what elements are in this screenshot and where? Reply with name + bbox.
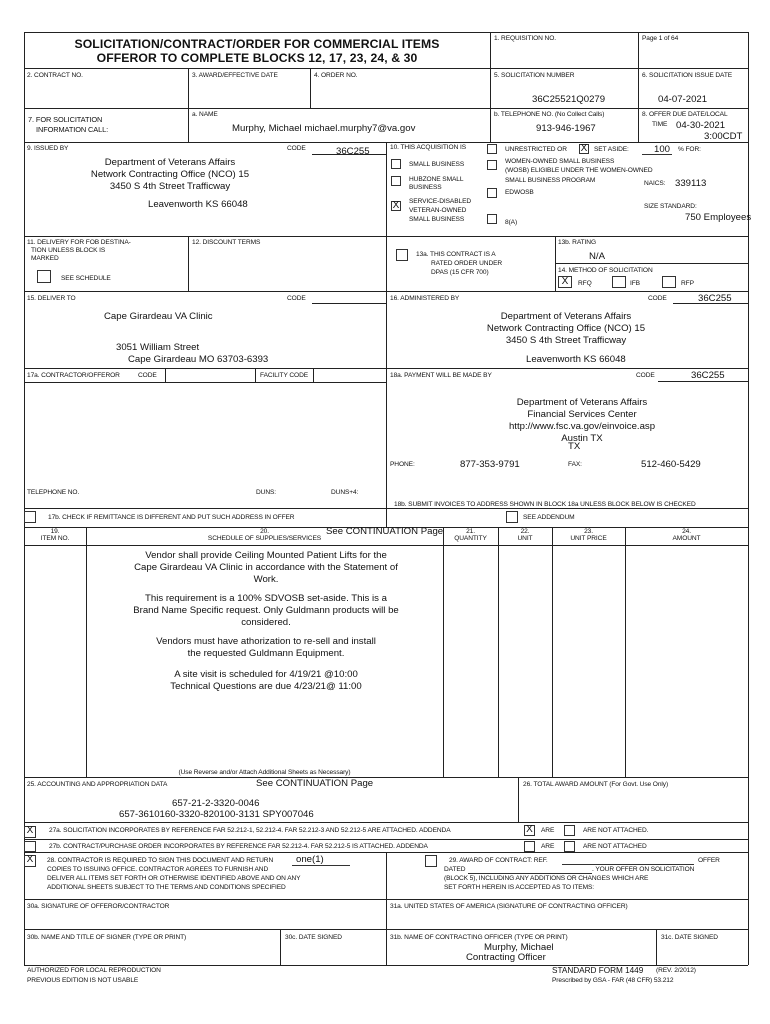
sdvosb-label-3: SMALL BUSINESS: [409, 216, 465, 223]
solicitation-number: 36C25521Q0279: [532, 94, 606, 105]
acquisition-label: 10. THIS ACQUISITION IS: [390, 144, 466, 151]
issued-by-code-label: CODE: [287, 145, 306, 152]
facility-code-label: FACILITY CODE: [260, 372, 309, 379]
27b-label: 27b. CONTRACT/PURCHASE ORDER INCORPORATES BY REFERENCE FAR 52.212-4. FAR 52.212-5 IS ATTACHED. ADDENDA: [49, 843, 428, 850]
size-standard-label: SIZE STANDARD:: [644, 203, 697, 210]
rfq-label: RFQ: [578, 280, 592, 287]
col-unit-price-num: 23.: [584, 528, 593, 535]
copies-value: one(1): [296, 854, 324, 865]
col-quantity: QUANTITY: [454, 535, 487, 542]
solicitation-number-label: 5. SOLICITATION NUMBER: [494, 72, 575, 79]
col-amount-num: 24.: [682, 528, 691, 535]
see-addendum-checkbox[interactable]: [506, 511, 518, 523]
description-paragraph-1: Vendor shall provide Ceiling Mounted Patient Lifts for the Cape Girardeau VA Clinic in accordance with the Statement of Work.: [134, 550, 398, 585]
27a-checkbox[interactable]: X: [24, 826, 36, 838]
fob-label-2: TION UNLESS BLOCK IS: [31, 247, 106, 254]
29-label-3: (BLOCK 5), INCLUDING ANY ADDITIONS OR CHANGES WHICH ARE: [444, 875, 649, 882]
28-label: 28. CONTRACTOR IS REQUIRED TO SIGN THIS DOCUMENT AND RETURN: [47, 857, 274, 864]
27a-not-label: ARE NOT ATTACHED.: [583, 827, 649, 834]
deliver-to-city: Cape Girardeau MO 63703-6393: [128, 354, 269, 365]
payment-fax-label: FAX:: [568, 461, 582, 468]
remittance-label: 17b. CHECK IF REMITTANCE IS DIFFERENT AND PUT SUCH ADDRESS IN OFFER: [48, 514, 295, 521]
deliver-to-label: 15. DELIVER TO: [27, 295, 76, 302]
29-label-2: . YOUR OFFER ON SOLICITATION: [592, 866, 695, 873]
rfq-checkbox[interactable]: X: [558, 276, 572, 288]
col-schedule: SCHEDULE OF SUPPLIES/SERVICES: [207, 535, 322, 542]
col-quantity-num: 21.: [466, 528, 475, 535]
28-label-4: ADDITIONAL SHEETS SUBJECT TO THE TERMS AND CONDITIONS SPECIFIED: [47, 884, 286, 891]
administered-by-label: 16. ADMINISTERED BY: [390, 295, 460, 302]
rated-order-label-2: RATED ORDER UNDER: [431, 260, 503, 267]
issued-by-address: Department of Veterans Affairs Network Contracting Office (NCO) 15 3450 S 4th Street Trafficway: [90, 157, 250, 192]
small-business-checkbox[interactable]: [391, 159, 401, 169]
naics-label: NAICS:: [644, 180, 666, 187]
wosb-checkbox[interactable]: [487, 160, 497, 170]
name-label: a. NAME: [192, 111, 218, 118]
description-paragraph-2: This requirement is a 100% SDVOSB set-aside. This is a Brand Name Specific request. Only Guldmann products will be considered.: [133, 593, 399, 628]
payment-address: Department of Veterans Affairs Financial Services Center http://www.fsc.va.gov/einvoice.asp Austin TX: [508, 397, 656, 444]
issue-date-label: 6. SOLICITATION ISSUE DATE: [642, 72, 733, 79]
payment-phone-label: PHONE:: [390, 461, 415, 468]
sdvosb-checkbox[interactable]: X: [392, 200, 400, 211]
offer-due-time: 3:00CDT: [704, 131, 743, 142]
small-business-label: SMALL BUSINESS: [409, 161, 465, 168]
deliver-to-name: Cape Girardeau VA Clinic: [104, 311, 213, 322]
payment-code: 36C255: [691, 370, 725, 381]
award-date-label: 3. AWARD/EFFECTIVE DATE: [192, 72, 278, 79]
col-amount: AMOUNT: [672, 535, 701, 542]
administered-by-code-label: CODE: [648, 295, 667, 302]
deliver-to-street: 3051 William Street: [116, 342, 200, 353]
co-name: Murphy, Michael: [484, 942, 554, 953]
contact-telephone: 913-946-1967: [536, 123, 596, 134]
29-offer-label: OFFER: [698, 857, 720, 864]
offeror-signature-label: 30a. SIGNATURE OF OFFEROR/CONTRACTOR: [27, 903, 170, 910]
telephone-no-label: TELEPHONE NO.: [27, 489, 80, 496]
set-aside-percent: 100: [654, 144, 671, 155]
rating-label: 13b. RATING: [558, 239, 596, 246]
prescribed-by: Prescribed by GSA - FAR (48 CFR) 53.212: [552, 977, 674, 984]
ifb-label: IFB: [630, 280, 640, 287]
28-label-3: DELIVER ALL ITEMS SET FORTH OR OTHERWISE IDENTIFIED ABOVE AND ON ANY: [47, 875, 301, 882]
col-schedule-num: 20.: [260, 528, 269, 535]
contact-name-email: Murphy, Michael michael.murphy7@va.gov: [232, 123, 416, 134]
sdvosb-label: SERVICE-DISABLED: [409, 198, 472, 205]
form-revision: (REV. 2/2012): [656, 967, 696, 974]
contract-no-label: 2. CONTRACT NO.: [27, 72, 83, 79]
description-paragraph-3: Vendors must have athorization to re-sell and install the requested Guldmann Equipment.: [156, 636, 376, 659]
29-dated-label: DATED: [444, 866, 466, 873]
27a-are-label: ARE: [541, 827, 555, 834]
edwosb-label: EDWOSB: [505, 189, 534, 196]
contractor-label: 17a. CONTRACTOR/OFFEROR: [27, 372, 120, 379]
rated-order-checkbox[interactable]: [396, 249, 408, 261]
total-award-label: 26. TOTAL AWARD AMOUNT (For Govt. Use Only): [523, 781, 669, 788]
size-standard: 750 Employees: [685, 212, 752, 223]
ifb-checkbox[interactable]: [612, 276, 626, 288]
footer-reproduction: AUTHORIZED FOR LOCAL REPRODUCTION: [27, 967, 161, 974]
duns-label: DUNS:: [256, 489, 277, 496]
hubzone-label-2: BUSINESS: [409, 184, 442, 191]
submit-invoices-label: 18b. SUBMIT INVOICES TO ADDRESS SHOWN IN BLOCK 18a UNLESS BLOCK BELOW IS CHECKED: [394, 501, 696, 508]
8a-label: 8(A): [505, 219, 518, 226]
8a-checkbox[interactable]: [487, 214, 497, 224]
rfp-label: RFP: [681, 280, 694, 287]
set-aside-label: SET ASIDE:: [594, 146, 629, 153]
fob-label-3: MARKED: [31, 255, 59, 262]
unrestricted-label: UNRESTRICTED OR: [505, 146, 567, 153]
requisition-label: 1. REQUISITION NO.: [494, 35, 556, 42]
29-checkbox[interactable]: [425, 855, 437, 867]
28-checkbox[interactable]: X: [24, 855, 36, 867]
fob-label: 11. DELIVERY FOR FOB DESTINA-: [27, 239, 131, 246]
footer-previous-edition: PREVIOUS EDITION IS NOT USABLE: [27, 977, 139, 984]
method-label: 14. METHOD OF SOLICITATION: [558, 267, 653, 274]
wosb-label: WOMEN-OWNED SMALL BUSINESS: [505, 158, 615, 165]
sdvosb-label-2: VETERAN-OWNED: [409, 207, 467, 214]
naics-code: 339113: [675, 178, 707, 189]
29-label: 29. AWARD OF CONTRACT: REF.: [449, 857, 548, 864]
27b-not-checkbox[interactable]: [564, 841, 575, 852]
administered-by-city: Leavenworth KS 66048: [526, 354, 626, 365]
see-schedule-checkbox[interactable]: [37, 270, 51, 283]
duns4-label: DUNS+4:: [331, 489, 359, 496]
reverse-note: (Use Reverse and/or Attach Additional Sheets as Necessary): [178, 769, 351, 776]
see-schedule-label: SEE SCHEDULE: [61, 275, 111, 282]
co-signature-label: 31a. UNITED STATES OF AMERICA (SIGNATURE OF CONTRACTING OFFICER): [390, 903, 628, 910]
27a-label: 27a. SOLICITATION INCORPORATES BY REFERENCE FAR 52.212-1, 52.212-4. FAR 52.212-3 AND 52.212-5 ARE ATTACHED. ADDENDA: [49, 827, 451, 834]
info-call-label: 7. FOR SOLICITATION: [28, 115, 103, 124]
accounting-label: 25. ACCOUNTING AND APPROPRIATION DATA: [27, 781, 168, 788]
order-no-label: 4. ORDER NO.: [314, 72, 358, 79]
27a-are-checkbox[interactable]: X: [524, 825, 535, 836]
co-title: Contracting Officer: [466, 952, 546, 963]
wosb-label-2: (WOSB) ELIGIBLE UNDER THE WOMEN-OWNED: [505, 167, 653, 174]
payment-code-label: CODE: [636, 372, 655, 379]
payment-label: 18a. PAYMENT WILL BE MADE BY: [390, 372, 492, 379]
27b-checkbox[interactable]: [24, 841, 36, 852]
27a-not-checkbox[interactable]: [564, 825, 575, 836]
signer-name-label: 30b. NAME AND TITLE OF SIGNER (TYPE OR PRINT): [27, 934, 187, 941]
rfp-checkbox[interactable]: [662, 276, 676, 288]
offer-due-label: 8. OFFER DUE DATE/LOCAL: [642, 111, 728, 118]
standard-form-number: STANDARD FORM 1449: [552, 966, 644, 975]
form-subtitle: OFFEROR TO COMPLETE BLOCKS 12, 17, 23, 24, & 30: [96, 51, 418, 65]
col-unit-price: UNIT PRICE: [570, 535, 607, 542]
administered-by-code: 36C255: [698, 293, 732, 304]
offeror-date-label: 30c. DATE SIGNED: [285, 934, 342, 941]
payment-fax: 512-460-5429: [641, 459, 701, 470]
col-item-no: ITEM NO.: [40, 535, 70, 542]
rated-order-label-3: DPAS (15 CFR 700): [431, 269, 489, 276]
accounting-continuation: See CONTINUATION Page: [256, 778, 374, 789]
27b-are-label: ARE: [541, 843, 555, 850]
issued-by-code: 36C255: [336, 146, 370, 157]
form-title: SOLICITATION/CONTRACT/ORDER FOR COMMERCIAL ITEMS: [74, 37, 440, 51]
remittance-checkbox[interactable]: [24, 511, 36, 523]
payment-phone: 877-353-9791: [460, 459, 520, 470]
set-aside-checkbox[interactable]: X: [580, 143, 588, 154]
description-paragraph-4: A site visit is scheduled for 4/19/21 @10:00 Technical Questions are due 4/23/21@ 11:00: [170, 669, 362, 692]
offer-due-date: 04-30-2021: [676, 120, 726, 131]
rated-order-label: 13a. THIS CONTRACT IS A: [416, 251, 496, 258]
hubzone-label: HUBZONE SMALL: [409, 176, 464, 183]
accounting-line-2: 657-3610160-3320-820100-3131 SPY007046: [119, 809, 314, 820]
contractor-code-label: CODE: [138, 372, 157, 379]
discount-terms-label: 12. DISCOUNT TERMS: [192, 239, 261, 246]
unrestricted-checkbox[interactable]: [487, 144, 497, 154]
issue-date: 04-07-2021: [658, 94, 708, 105]
hubzone-checkbox[interactable]: [391, 176, 401, 186]
payment-state: TX: [568, 441, 581, 452]
accounting-line-1: 657-21-2-3320-0046: [172, 798, 260, 809]
page-number: Page 1 of 64: [642, 35, 679, 42]
col-item-no-num: 19.: [50, 528, 60, 535]
deliver-to-code-label: CODE: [287, 295, 306, 302]
wosb-label-3: SMALL BUSINESS PROGRAM: [505, 177, 596, 184]
29-label-4: SET FORTH HEREIN IS ACCEPTED AS TO ITEMS:: [444, 884, 595, 891]
issued-by-city: Leavenworth KS 66048: [148, 199, 248, 210]
info-call-label-2: INFORMATION CALL:: [36, 125, 109, 134]
28-label-2: COPIES TO ISSUING OFFICE. CONTRACTOR AGREES TO FURNISH AND: [47, 866, 269, 873]
continuation-note: See CONTINUATION Page: [326, 526, 444, 537]
rating-value: N/A: [589, 251, 605, 262]
issued-by-label: 9. ISSUED BY: [27, 145, 69, 152]
telephone-label: b. TELEPHONE NO. (No Collect Calls): [494, 111, 605, 118]
27b-are-checkbox[interactable]: [524, 841, 535, 852]
col-unit-num: 22.: [520, 528, 530, 535]
co-date-label: 31c. DATE SIGNED: [661, 934, 718, 941]
administered-by-address: Department of Veterans Affairs Network Contracting Office (NCO) 15 3450 S 4th Street Trafficway: [486, 311, 646, 346]
offer-due-time-label: TIME: [652, 121, 668, 128]
edwosb-checkbox[interactable]: [487, 188, 497, 198]
27b-not-label: ARE NOT ATTACHED: [583, 843, 647, 850]
see-addendum-label: SEE ADDENDUM: [523, 514, 575, 521]
percent-for-label: % FOR:: [678, 146, 701, 153]
col-unit: UNIT: [517, 535, 533, 542]
co-name-label: 31b. NAME OF CONTRACTING OFFICER (TYPE OR PRINT): [390, 934, 568, 941]
